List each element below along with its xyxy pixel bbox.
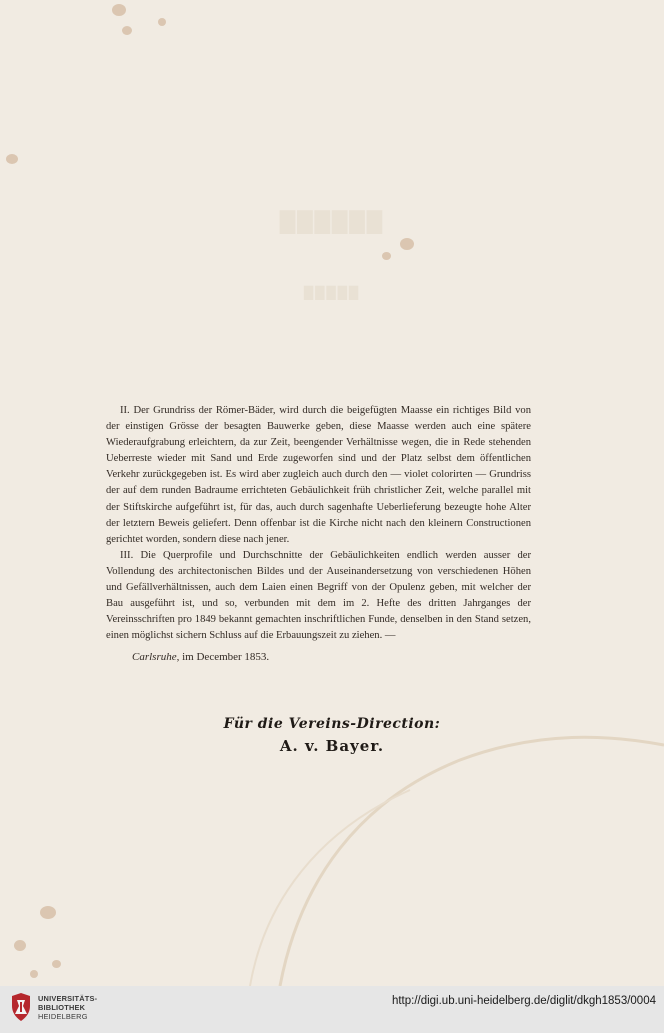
library-name (38, 995, 97, 1021)
footer-bar (0, 986, 664, 1033)
university-library-logo-icon[interactable] (9, 992, 33, 1022)
library-name-line3: HEIDELBERG (38, 1011, 88, 1021)
signature-title: Für die Vereins-Direction: (223, 716, 441, 732)
show-through-heading: ██████ (279, 210, 385, 234)
paragraph-iii: III. Die Querprofile und Durchschnitte der Gebäulichkeiten endlich werden ausser der Vollendung des architectonischen Bildes und der Auseinandersetzung von verschiedenen Höhen und Gefällverhältnissen, auch dem Laien einen Begriff von der Opulenz geben, mit welcher der Bau ausgeführt ist, und so, verbunden mit dem im 2. Hefte des dritten Jahrganges der Vereinsschriften pro 1849 bekannt gemachten inschriftlichen Funde, denselben in den Stand setzen, einen möglichst sichern Schluss auf die Erbauungszeit zu ziehen. — (106, 549, 531, 642)
paragraph-ii: II. Der Grundriss der Römer-Bäder, wird durch die beigefügten Maasse ein richtiges Bild von der einstigen Grösse der besagten Bauwerke geben, diese Maasse werden auch eine spätere Wiederaufgrabung erleichtern, da zur Zeit, beengender Verhältnisse wegen, die in Rede stehenden Ueberreste wieder mit Sand und Erde zugeworfen sind und der Platz selbst dem öffentlichen Verkehr zurückgegeben ist. Es wird aber zugleich auch durch den — violet colorirten — Grundriss der auf dem runden Badraume errichteten Gebäulichkeit früh christlicher Zeit, welche parallel mit der Stiftskirche aufgeführt ist, für das, auch durch sagenhafte Ueberlieferung bezeugte hohe Alter der letztern Beweis geliefert. Denn offenbar ist die Kirche nicht nach den kleinern Constructionen gerichtet worden, sondern diese nach jener. (106, 405, 531, 545)
library-name-line1: UNIVERSITÄTS- (38, 994, 98, 1003)
signature-name: A. v. Bayer. (279, 737, 385, 755)
dateline-place: Carlsruhe, (132, 651, 180, 663)
show-through-subheading: █████ (303, 286, 361, 300)
body-text (106, 403, 531, 644)
permalink-url[interactable]: http://digi.ub.uni-heidelberg.de/diglit/dkgh1853/0004 (391, 995, 656, 1007)
dateline (132, 651, 269, 663)
dateline-date: im December 1853. (182, 651, 270, 663)
library-name-line2: BIBLIOTHEK (38, 1002, 86, 1012)
